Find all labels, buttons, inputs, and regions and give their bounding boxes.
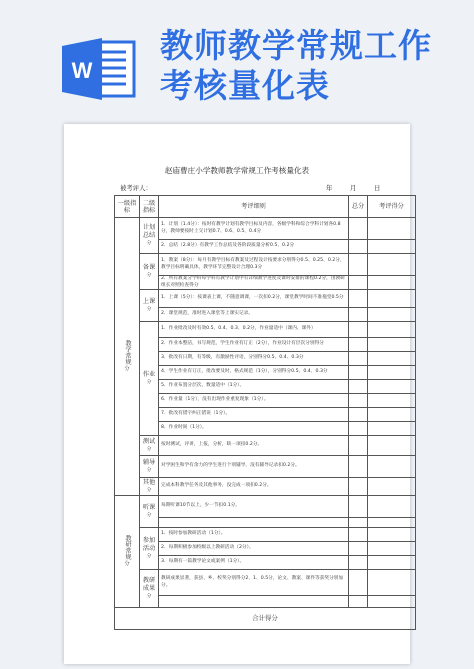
criteria-cell: 对学困生和学有余力的学生进行个别辅导，没有辅导记录扣0.2分。	[159, 456, 349, 478]
table-row	[115, 422, 416, 436]
criteria-cell	[159, 518, 349, 528]
criteria-cell: 4．学生作业有订正，批改要及时，格式规范（1分），分别得分0.5、0.4、0.3分	[159, 366, 349, 380]
criteria-cell: 6．作业量（1分），没有出现作业重复现象（1分）。	[159, 394, 349, 408]
evaluation-score-cell[interactable]	[368, 436, 416, 456]
evaluation-score-cell[interactable]	[368, 528, 416, 542]
table-row	[115, 542, 416, 556]
table-row	[115, 380, 416, 394]
table-row	[115, 322, 416, 338]
category-label: 教学常规	[124, 340, 131, 365]
evaluation-score-cell[interactable]	[368, 394, 416, 408]
level2-label: 辅导	[142, 458, 156, 466]
total-score-cell[interactable]	[349, 456, 368, 478]
category-research	[115, 496, 140, 608]
evaluation-score-cell[interactable]	[368, 338, 416, 352]
total-score-cell[interactable]	[349, 290, 368, 308]
total-score-cell[interactable]	[349, 394, 368, 408]
table-row	[115, 276, 416, 290]
table-row	[115, 240, 416, 254]
total-score-cell[interactable]	[349, 218, 368, 240]
level2-label: 其他	[142, 478, 156, 486]
level2-cell	[140, 456, 159, 478]
header-total: 总分	[349, 196, 368, 218]
table-row	[115, 556, 416, 570]
criteria-cell: 3．每期有一篇教学论文或案例（1分）。	[159, 556, 349, 570]
evaluation-score-cell[interactable]	[368, 456, 416, 478]
criteria-cell: 2．课堂规范，准时进入课堂等上课实记录。	[159, 308, 349, 322]
level2-label: 计划总结	[142, 223, 156, 239]
date-day: 日	[374, 184, 381, 192]
title-line-1: 教师教学常规工作	[160, 26, 432, 65]
category-score: 分	[124, 366, 130, 372]
evaluation-score-cell[interactable]	[368, 254, 416, 276]
table-row	[115, 570, 416, 596]
table-row	[115, 254, 416, 276]
level2-score: 分	[146, 379, 152, 385]
header-level1: 一级指标	[115, 196, 140, 218]
total-row	[115, 608, 416, 630]
level2-score: 分	[146, 240, 152, 246]
total-score-cell[interactable]	[349, 308, 368, 322]
table-row	[115, 456, 416, 478]
criteria-cell: 7．批改有错字纠正错误（1分）。	[159, 408, 349, 422]
total-score-cell[interactable]	[349, 276, 368, 290]
level2-cell	[140, 496, 159, 528]
level2-cell	[140, 436, 159, 456]
total-score-cell[interactable]	[349, 528, 368, 542]
total-score-cell[interactable]	[349, 596, 368, 608]
table-row	[115, 338, 416, 352]
level2-cell	[140, 322, 159, 436]
table-row	[115, 528, 416, 542]
level2-label: 备课	[142, 263, 156, 271]
total-score-cell[interactable]	[349, 380, 368, 394]
total-label: 合计得分	[115, 608, 416, 630]
criteria-cell: 1．按时参加教研活动（1分）。	[159, 528, 349, 542]
criteria-cell: 按时测试，评讲，上报，分析，缺一项扣0.2分。	[159, 436, 349, 456]
evaluation-score-cell[interactable]	[368, 542, 416, 556]
level2-cell	[140, 254, 159, 290]
total-score-cell[interactable]	[349, 322, 368, 338]
evaluation-score-cell[interactable]	[368, 422, 416, 436]
level2-score: 分	[146, 593, 152, 599]
level2-label: 测试	[142, 437, 156, 445]
document-sheet	[64, 124, 410, 664]
table-row	[115, 436, 416, 456]
title-line-2: 考核量化表	[160, 66, 330, 105]
total-score-cell[interactable]	[349, 422, 368, 436]
total-score-cell[interactable]	[349, 352, 368, 366]
evaluation-score-cell[interactable]	[368, 556, 416, 570]
date-year: 年	[326, 184, 333, 192]
table-row	[115, 518, 416, 528]
criteria-cell: 5．作业布置分层次，数量适中（1分）。	[159, 380, 349, 394]
header-evaluation: 考评得分	[368, 196, 416, 218]
criteria-cell: 1．计划（1.4分）：按时有教学计划有教学目标及内容，各级学科和综合学科计划各0.8分，教师要按时上交计划0.7、0.6、0.5、0.4分	[159, 218, 349, 240]
criteria-cell: 每期听课10节以上，少一节扣0.1分。	[159, 496, 349, 518]
criteria-cell: 8．作业时间（1分）。	[159, 422, 349, 436]
level2-label: 上课	[142, 297, 156, 305]
total-score-cell[interactable]	[349, 478, 368, 496]
total-score-cell[interactable]	[349, 542, 368, 556]
header-level2: 二级指标	[140, 196, 159, 218]
level2-score: 分	[146, 467, 152, 473]
document-title: 赵庙曹庄小学教师教学常规工作考核量化表	[164, 166, 310, 175]
level2-cell	[140, 218, 159, 254]
evaluation-score-cell[interactable]	[368, 240, 416, 254]
table-row	[115, 366, 416, 380]
category-teaching	[115, 218, 140, 496]
date-month: 月	[350, 184, 357, 192]
level2-cell	[140, 478, 159, 496]
table-row	[115, 496, 416, 518]
level2-score: 分	[146, 553, 152, 559]
table-row	[115, 478, 416, 496]
level2-label: 参加活动	[142, 536, 156, 552]
total-score-cell[interactable]	[349, 408, 368, 422]
level2-score: 分	[146, 512, 152, 518]
table-row	[115, 408, 416, 422]
criteria-cell: 完成本科教学任务及其他事务，没完成一项扣0.2分。	[159, 478, 349, 496]
table-row	[115, 308, 416, 322]
criteria-cell	[159, 596, 349, 608]
evaluation-score-cell[interactable]	[368, 518, 416, 528]
criteria-cell: 2．所有教案分学科每学科有教学计划中有详细教学进度及课时安排的课程0.2分，由教研组长对照检查得分	[159, 276, 349, 290]
level2-cell	[140, 290, 159, 322]
evaluation-score-cell[interactable]	[368, 322, 416, 338]
total-score-cell[interactable]	[349, 496, 368, 518]
level2-cell	[140, 528, 159, 570]
total-score-cell[interactable]	[349, 556, 368, 570]
level2-cell	[140, 570, 159, 608]
evaluation-score-cell[interactable]	[368, 380, 416, 394]
evaluation-score-cell[interactable]	[368, 596, 416, 608]
evaluation-score-cell[interactable]	[368, 570, 416, 596]
criteria-cell: 3．批改有日期，有等级，有激励性评语，分别得分0.5、0.4、0.3分	[159, 352, 349, 366]
evaluation-score-cell[interactable]	[368, 478, 416, 496]
evaluation-score-cell[interactable]	[368, 496, 416, 518]
level2-score: 分	[146, 487, 152, 493]
total-score-cell[interactable]	[349, 240, 368, 254]
banner	[0, 0, 474, 125]
criteria-cell: 2．总结（2.8分）有教学工作总结及各阶段质量分析0.5、0.2分	[159, 240, 349, 254]
category-score: 分	[124, 561, 130, 568]
total-score-cell[interactable]	[349, 338, 368, 352]
evaluation-score-cell[interactable]	[368, 276, 416, 290]
header-criteria: 考评细则	[159, 196, 349, 218]
criteria-cell: 2．每期积极参加校级以上教研活动（2分）。	[159, 542, 349, 556]
level2-label: 教研成果	[142, 576, 156, 592]
evaluation-table	[114, 195, 416, 630]
level2-label: 作业	[142, 370, 156, 378]
criteria-cell: 2．作业本整洁，书写规范，学生作业有订正（2分），作业设计有层次分别得分	[159, 338, 349, 352]
category-label: 教研常规	[124, 535, 131, 561]
table-row	[115, 596, 416, 608]
table-row	[115, 394, 416, 408]
svg-text:W: W	[71, 58, 93, 83]
level2-score: 分	[146, 446, 152, 452]
total-score-cell[interactable]	[349, 570, 368, 596]
criteria-cell: 1．作业批改及时有效0.5、0.4、0.3、0.2分，作业量适中（课内、课外）	[159, 322, 349, 338]
word-icon	[58, 36, 138, 102]
evaluation-score-cell[interactable]	[368, 352, 416, 366]
table-row	[115, 290, 416, 308]
table-header-row	[115, 196, 416, 218]
total-score-cell[interactable]	[349, 518, 368, 528]
table-row	[115, 352, 416, 366]
total-score-cell[interactable]	[349, 436, 368, 456]
criteria-cell: 1．教案（8分）：每月有教学目标有教案及过程设计按要求分别得分0.5、0.25、0.2分，教学目标明确具体，教学环节完整设计合理0.3分	[159, 254, 349, 276]
evaluation-score-cell[interactable]	[368, 308, 416, 322]
criteria-cell: 教研成果显著，获县、乡、校奖分别得分2、1、0.5分，论文、教案、课件等获奖分别加分。	[159, 570, 349, 596]
level2-score: 分	[146, 272, 152, 278]
table-row	[115, 218, 416, 240]
evaluation-score-cell[interactable]	[368, 218, 416, 240]
total-score-cell[interactable]	[349, 366, 368, 380]
evaluation-score-cell[interactable]	[368, 408, 416, 422]
criteria-cell: 1．上课（5分）：按课表上课，不随意调课，一次扣0.2分，课堂教学时间不准拖堂0.5分	[159, 290, 349, 308]
level2-label: 听课	[142, 503, 156, 511]
page-title	[160, 26, 460, 106]
evaluatee-label: 被考评人：	[120, 184, 152, 192]
total-score-cell[interactable]	[349, 254, 368, 276]
level2-score: 分	[146, 306, 152, 312]
evaluation-score-cell[interactable]	[368, 366, 416, 380]
evaluation-score-cell[interactable]	[368, 290, 416, 308]
